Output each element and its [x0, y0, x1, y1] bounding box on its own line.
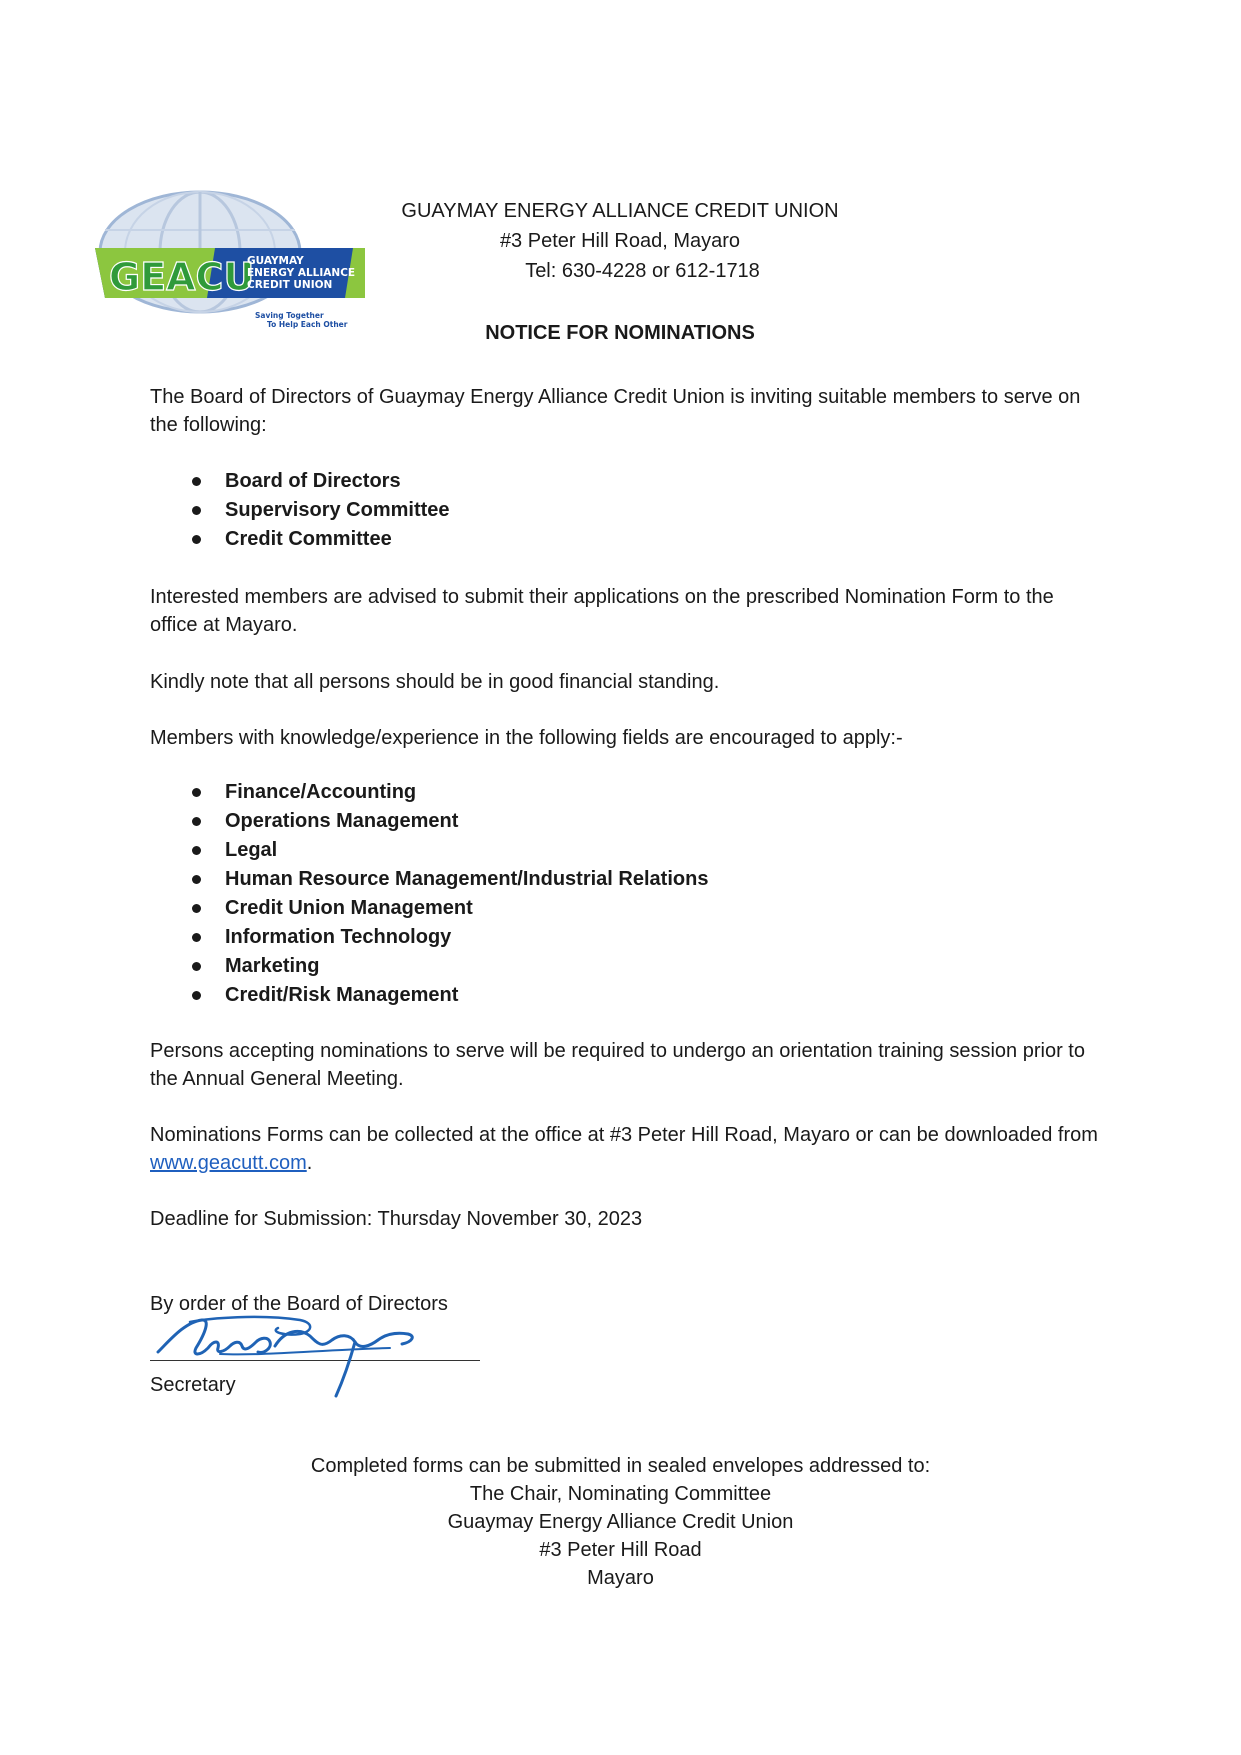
list-item: Board of Directors — [150, 467, 450, 496]
by-order-text: By order of the Board of Directors — [150, 1293, 448, 1315]
org-address: #3 Peter Hill Road, Mayaro — [499, 230, 741, 252]
list-item: Operations Management — [150, 807, 708, 836]
bullet-icon — [192, 535, 201, 544]
footer-line: Mayaro — [587, 1567, 654, 1589]
bullet-icon — [192, 962, 201, 971]
footer-line: #3 Peter Hill Road — [539, 1539, 702, 1561]
list-item: Credit/Risk Management — [150, 981, 708, 1010]
notice-title: NOTICE FOR NOMINATIONS — [485, 322, 755, 344]
bullet-icon — [192, 846, 201, 855]
bullet-icon — [192, 991, 201, 1000]
bullet-icon — [192, 904, 201, 913]
list-item: Human Resource Management/Industrial Relations — [150, 865, 708, 894]
footer-line: The Chair, Nominating Committee — [469, 1483, 772, 1505]
website-link[interactable]: www.geacutt.com — [150, 1152, 307, 1174]
geacu-logo — [95, 190, 405, 340]
bullet-icon — [192, 788, 201, 797]
bullet-icon — [192, 875, 201, 884]
logo-slogan-line1: Saving Together — [255, 311, 324, 320]
list-item: Finance/Accounting — [150, 778, 708, 807]
footer-line: Completed forms can be submitted in sealed envelopes addressed to: — [310, 1455, 931, 1477]
bullet-icon — [192, 477, 201, 486]
fields-intro: Members with knowledge/experience in the following fields are encouraged to apply:- — [150, 727, 903, 749]
logo-org-line1: GUAYMAY — [247, 255, 304, 267]
list-item: Marketing — [150, 952, 708, 981]
submit-paragraph: Interested members are advised to submit their applications on the prescribed Nomination Form to the office at Mayaro. — [150, 586, 1054, 636]
org-telephone: Tel: 630-4228 or 612-1718 — [525, 260, 760, 282]
logo-slogan-line2: To Help Each Other — [267, 320, 348, 329]
deadline-text: Deadline for Submission: Thursday November 30, 2023 — [150, 1208, 643, 1230]
bullet-icon — [192, 817, 201, 826]
letterhead — [360, 196, 880, 286]
list-item: Credit Union Management — [150, 894, 708, 923]
logo-org-line2: ENERGY ALLIANCE — [247, 267, 356, 279]
signatory-title: Secretary — [150, 1374, 236, 1396]
signature-block — [150, 1318, 510, 1418]
bullet-icon — [192, 933, 201, 942]
list-item: Information Technology — [150, 923, 708, 952]
list-item: Credit Committee — [150, 525, 450, 554]
forms-note: Nominations Forms can be collected at the office at #3 Peter Hill Road, Mayaro or can be downloaded from www.geacutt.com. — [150, 1124, 1098, 1174]
standing-note: Kindly note that all persons should be in good financial standing. — [150, 671, 720, 693]
intro-paragraph: The Board of Directors of Guaymay Energy Alliance Credit Union is inviting suitable members to serve on the following: — [150, 386, 1081, 436]
footer-line: Guaymay Energy Alliance Credit Union — [447, 1511, 794, 1533]
fields-list — [150, 778, 708, 1010]
submission-address-block — [0, 1452, 1241, 1592]
bullet-icon — [192, 506, 201, 515]
logo-org-line3: CREDIT UNION — [247, 279, 333, 291]
logo-letters: GEACU — [109, 255, 255, 299]
org-name: GUAYMAY ENERGY ALLIANCE CREDIT UNION — [401, 200, 839, 222]
list-item: Legal — [150, 836, 708, 865]
logo-graphic — [95, 190, 405, 340]
training-note: Persons accepting nominations to serve will be required to undergo an orientation training session prior to the Annual General Meeting. — [150, 1040, 1085, 1090]
list-item: Supervisory Committee — [150, 496, 450, 525]
positions-list — [150, 467, 450, 554]
